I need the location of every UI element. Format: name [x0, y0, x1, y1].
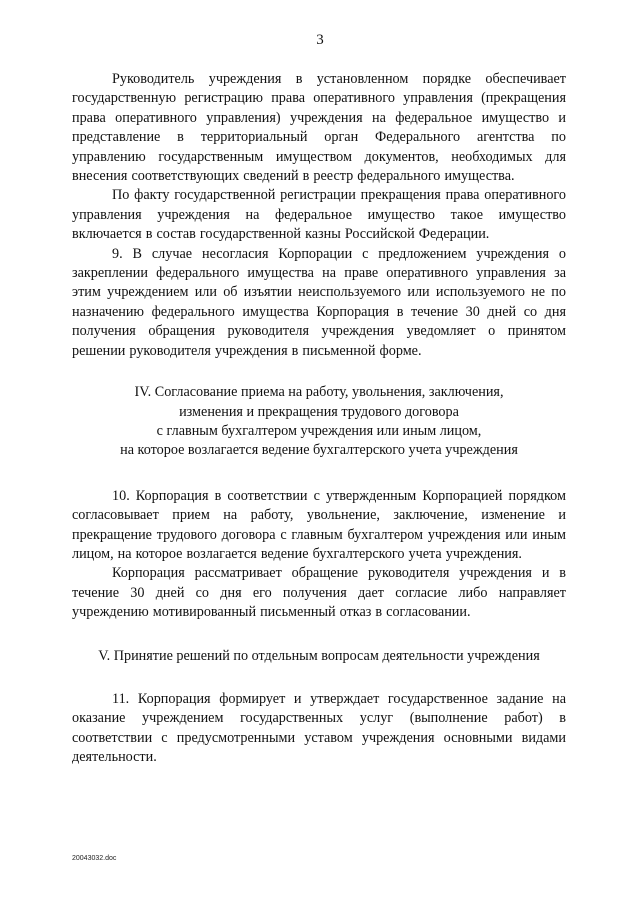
document-body [72, 70, 566, 768]
page-number: 3 [316, 32, 324, 48]
section-iv-heading-line: IV. Согласование приема на работу, увольнения, заключения, [134, 384, 504, 401]
section-iv-heading-line: с главным бухгалтером учреждения или иным лицом, [156, 422, 482, 439]
paragraph-state-treasury: По факту государственной регистрации прекращения права оперативного управления учреждения на федеральное имущество такое имущество включается в состав государственной казны Российской Федерации. [72, 187, 566, 243]
paragraph-registration: Руководитель учреждения в установленном порядке обеспечивает государственную регистрацию права оперативного управления (прекращения права оперативного управления) учреждения на федеральное имущество и представление в территориальный орган Федерального агентства по управлению государственным имуществом документов, необходимых для внесения соответствующих сведений в реестр федерального имущества. [72, 71, 566, 185]
paragraph-item-9: 9. В случае несогласия Корпорации с предложением учреждения о закреплении федерального имущества на праве оперативного управления за этим учреждением или об изъятии неиспользуемого или используемого не по назначению федерального имущества Корпорация в течение 30 дней со дня получения обращения руководителя учреждения уведомляет о принятом решении руководителя учреждения в письменной форме. [72, 245, 566, 359]
paragraph-item-11: 11. Корпорация формирует и утверждает государственное задание на оказание учреждением государственных услуг (выполнение работ) в соответствии с предусмотренными уставом учреждения основными видами деятельности. [72, 690, 566, 766]
section-iv-heading-line: на которое возлагается ведение бухгалтерского учета учреждения [120, 442, 518, 459]
footer-filename: 20043032.doc [72, 855, 117, 862]
section-v-heading: V. Принятие решений по отдельным вопросам деятельности учреждения [98, 647, 540, 664]
section-iv-heading [72, 383, 566, 461]
paragraph-item-10: 10. Корпорация в соответствии с утвержденным Корпорацией порядком согласовывает прием на работу, увольнение, заключение, изменение и прекращение трудового договора с главным бухгалтером учреждения или иным лицом, на которое возлагается ведение бухгалтерского учета учреждения. [72, 487, 566, 562]
paragraph-consent: Корпорация рассматривает обращение руководителя учреждения и в течение 30 дней со дня его получения дает согласие либо направляет учреждению мотивированный письменный отказ в согласовании. [72, 565, 566, 621]
section-iv-heading-line: изменения и прекращения трудового договора [179, 403, 459, 420]
